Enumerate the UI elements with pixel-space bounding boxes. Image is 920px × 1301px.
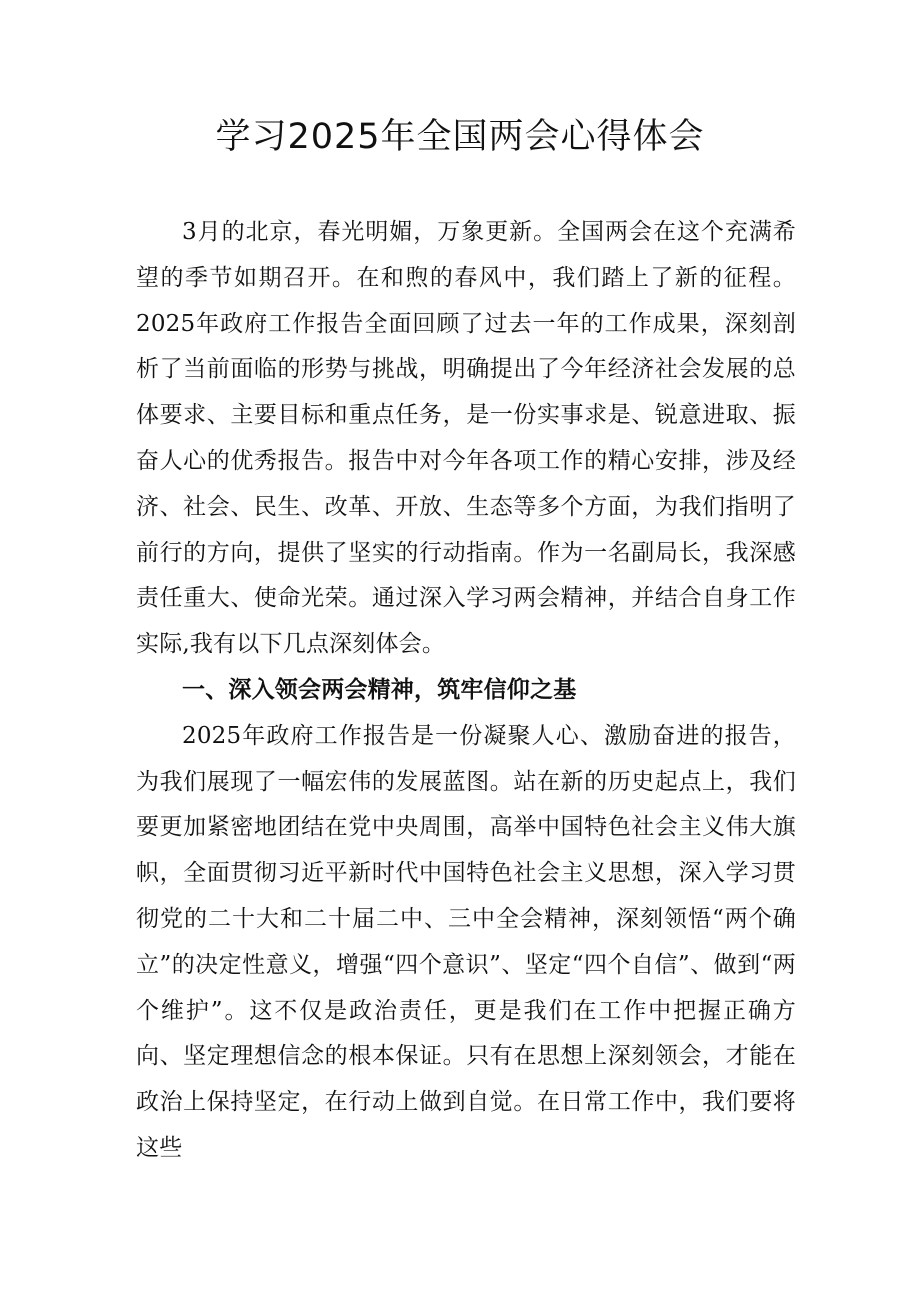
document-body (136, 210, 796, 1172)
section-heading-1: 一、深入领会两会精神，筑牢信仰之基 (182, 676, 577, 703)
paragraph-section-1: 2025年政府工作报告是一份凝聚人心、激励奋进的报告，为我们展现了一幅宏伟的发展蓝图。站在新的历史起点上，我们要更加紧密地团结在党中央周围，高举中国特色社会主义伟大旗帜，全面贯彻习近平新时代中国特色社会主义思想，深入学习贯彻党的二十大和二十届二中、三中全会精神，深刻领悟“两个确立”的决定性意义，增强“四个意识”、坚定“四个自信”、做到“两个维护”。这不仅是政治责任，更是我们在工作中把握正确方向、坚定理想信念的根本保证。只有在思想上深刻领会，才能在政治上保持坚定，在行动上做到自觉。在日常工作中，我们要将这些 (136, 722, 796, 1161)
paragraph-intro: 3月的北京，春光明媚，万象更新。全国两会在这个充满希望的季节如期召开。在和煦的春风中，我们踏上了新的征程。2025年政府工作报告全面回顾了过去一年的工作成果，深刻剖析了当前面临的形势与挑战，明确提出了今年经济社会发展的总体要求、主要目标和重点任务，是一份实事求是、锐意进取、振奋人心的优秀报告。报告中对今年各项工作的精心安排，涉及经济、社会、民生、改革、开放、生态等多个方面，为我们指明了前行的方向，提供了坚实的行动指南。作为一名副局长，我深感责任重大、使命光荣。通过深入学习两会精神，并结合自身工作实际,我有以下几点深刻体会。 (136, 219, 796, 658)
document-title: 学习2025年全国两会心得体会 (215, 117, 705, 157)
